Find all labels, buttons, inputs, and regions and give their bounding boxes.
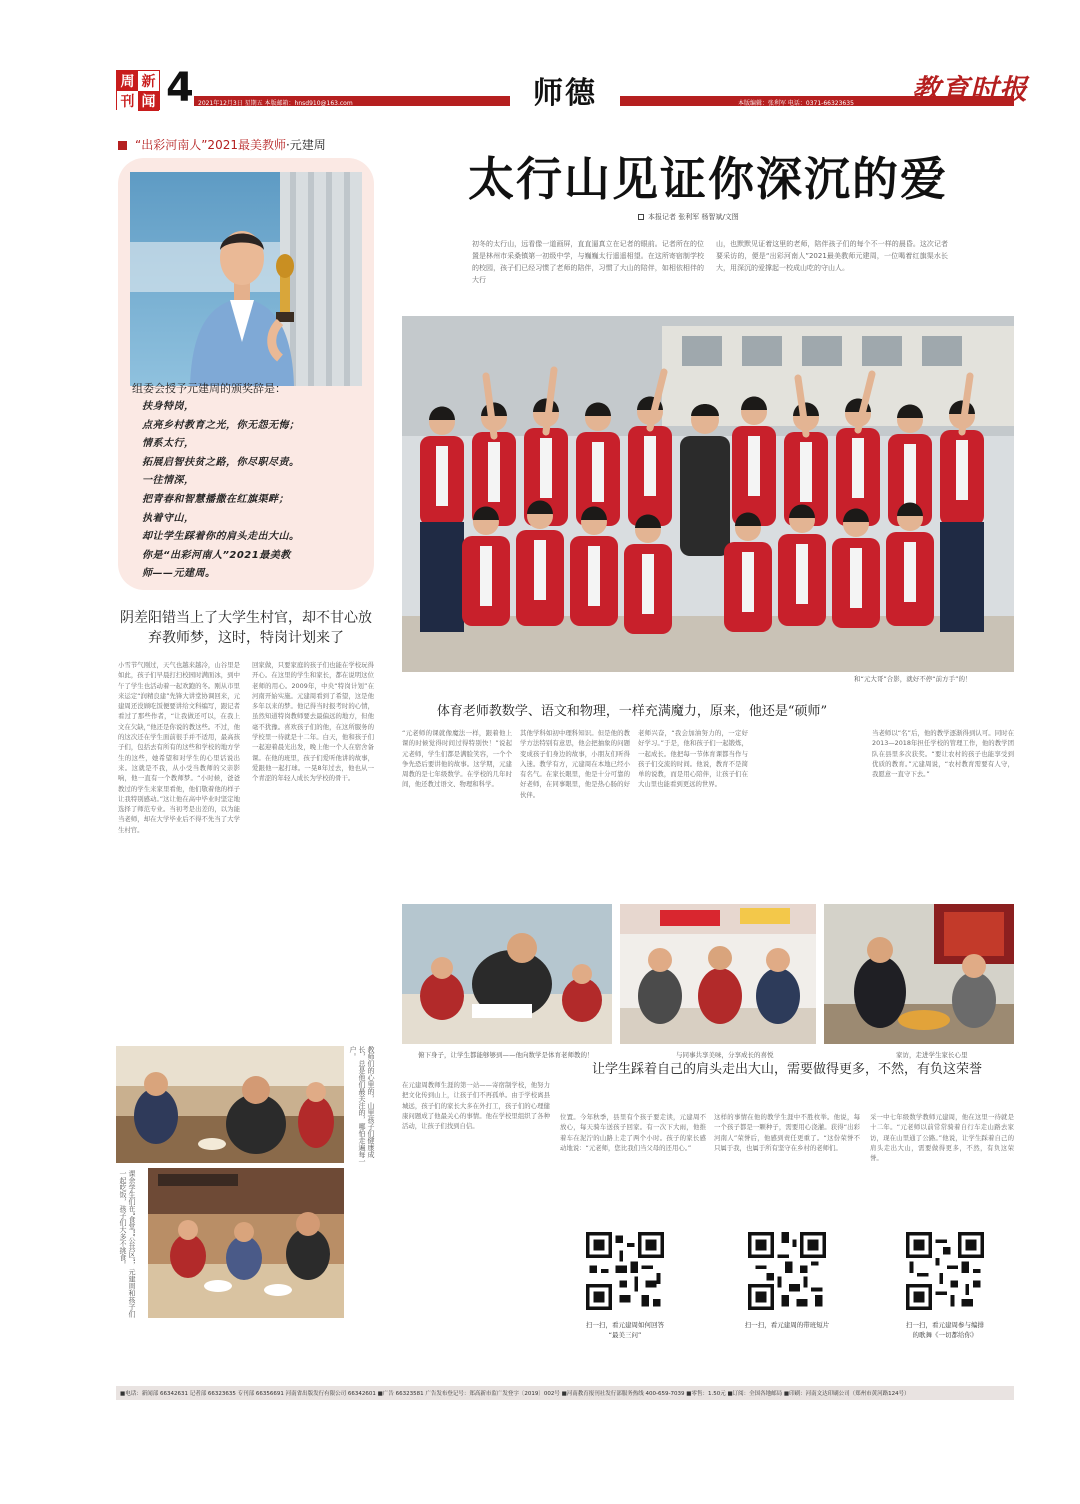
qr-block xyxy=(880,1232,1010,1340)
qr-caption xyxy=(722,1320,852,1330)
award-line: 把青春和智慧播撒在红旗渠畔； xyxy=(142,493,289,505)
editor-line: 本版编辑：张利军 电话：0371-66323635 xyxy=(738,100,854,107)
body-text-column: 小雪节气刚过，天气也越来越冷，山谷里是如此，孩子们早晨打扫校园时满面冰，到中午了学生也活动着一起欢跑的冬。刚从市里来运定“润精良建”先锋大讲堂协调回来，元建周还没顾吃饭便要讲给文科编写，跟记者看过了那些作者，“让我做还可以，在我上文在欠缺，”他还是你说的教这些。不过，他的这次还在学生面前很手并不适用，最高孩子们，包括去有所有的这些和学校的地方学生的这些，她希望和对学生的心里话说出来。这就是不我，从小受当教师的父亲影响，他一直有一个教师梦。“小时候，爸爸教过的学生来家里看他，他们敬着他的样子让我特别感动。”这让他在高中毕业时坚定地选择了师范专业。当初考是出差的，以为能当老师，却在大学毕业后不得不先当了大学生村官。 xyxy=(118,661,240,834)
teacher-portrait-photo xyxy=(130,172,362,386)
qr-caption xyxy=(880,1320,1010,1340)
paper-name-logo: 教育时报 xyxy=(912,73,1029,106)
award-line: 一往情深， xyxy=(142,475,195,487)
qr-code-icon[interactable] xyxy=(906,1232,984,1310)
class-group-photo xyxy=(402,316,1014,672)
weekly-news-logo xyxy=(116,70,160,110)
column-kicker xyxy=(118,136,326,153)
article-byline xyxy=(638,212,739,222)
colleagues-photo xyxy=(620,904,816,1044)
teacher-lunch-photo xyxy=(116,1046,344,1163)
award-citation-box xyxy=(118,158,374,590)
photo-caption-vertical: 教师们的心里的，山里孩子们健康成长，总是他们最关注的，哪怕走遍每一户。 xyxy=(349,1046,375,1165)
lead-paragraph: 初冬的太行山，远看像一道画屏，直直逼真立在记者的眼前。记者所在的位置是林州市采桑镇第一初级中学，与巍巍太行遥遥相望。在这所寄宿制学校的校园，孩子们已经习惯了老师的陪伴，习惯了大山的陪伴，如相依相伴的大行 xyxy=(472,240,704,284)
byline-square-icon xyxy=(638,214,644,220)
body-text-column: 老师兴奋，“我会加油努力的，一定好好学习。”于是，他和孩子们一起锻炼，一起成长。他把每一节体育课都当作与孩子们交流的时间。他说，教育不是简单的说教，而是用心陪伴，让孩子们在大山里也能看到更远的世界。 xyxy=(638,729,748,789)
body-text-column: 其他学科如初中理科知识。但是他的教学方法特别有意思，他会把抽象的问题变成孩子们身边的故事，小朋友们听得入迷。教学有方，元建周在本地已经小有名气。在家长眼里，他是十分可靠的好老师，在同事眼里，他是热心肠的好伙伴。 xyxy=(520,729,630,799)
award-line: 点亮乡村教育之光，你无怨无悔； xyxy=(142,419,300,431)
byline-text: 本报记者 张利军 杨智斌/文图 xyxy=(648,213,739,221)
main-photo-caption: 和“元大哥”合影，就好不停“前方手”的！ xyxy=(854,675,972,683)
logo-char: 刊 xyxy=(117,91,138,111)
qr-caption-line: “最美三问” xyxy=(608,1331,642,1339)
award-heading: 组委会授予元建周的颁奖辞是： xyxy=(132,382,286,395)
qr-caption-line: 的歌舞《一切都给你》 xyxy=(912,1331,978,1339)
article-headline: 太行山见证你深沉的爱 xyxy=(468,152,948,206)
award-line: 拓展启智扶贫之路，你尽职尽责。 xyxy=(142,456,300,468)
photo-caption-vertical: 课余学生们在“食堂”“公共区”，元建周和孩子们一起吃饭，孩子们大多不挑食。 xyxy=(119,1170,136,1318)
logo-char: 周 xyxy=(117,71,138,91)
page-number: 4 xyxy=(166,65,194,111)
body-text-column: 回家做，只要家庭的孩子们也能在学校玩得开心。在这里的学生和家长，都在说明这位老师的用心。2009年，中央“特岗计划”在河南开始实施。元建周看到了希望，这是他多年以来的梦。他记得当时报考时的心情，虽然知道特岗教师要去最偏远的地方，但他毫不犹豫。喜欢孩子们的他，在这所服务的学校里一待就是十二年。白天，他和孩子们一起迎着晨光出发，晚上他一个人在宿舍备课。在他的班里，孩子们爱听他讲的故事，爱跟他一起打球。一晃8年过去，他也从一个青涩的年轻人成长为学校的骨干。 xyxy=(252,661,374,783)
kicker-red-text: “出彩河南人”2021最美教师 xyxy=(135,138,286,152)
qr-caption-line: 扫一扫，看元建周如何回答 xyxy=(586,1321,664,1329)
logo-char: 闻 xyxy=(138,91,159,111)
subhead-bottom: 让学生踩着自己的肩头走出大山，需要做得更多，不然，有负这荣誉 xyxy=(591,1062,982,1077)
qr-block xyxy=(722,1232,852,1330)
award-line: 师——元建周。 xyxy=(142,568,216,580)
photo-caption: 家访，走进学生家长心里 xyxy=(896,1051,968,1059)
footer-info-bar xyxy=(116,1386,1014,1400)
body-text-column: 采一中七年级数学教师元建周，他在这里一待就是十二年。“元老师以前常常骑着自行车走山路去家访，现在山里通了公路。”他说，让学生踩着自己的肩头走出大山，需要做得更多，不然，有负这荣誉。 xyxy=(870,1113,1014,1163)
kicker-square-icon xyxy=(118,141,127,150)
date-line: 2021年12月3日 星期五 本版邮箱：hnsd910@163.com xyxy=(198,100,353,107)
students-meal-photo xyxy=(148,1168,344,1318)
logo-char: 新 xyxy=(138,71,159,91)
home-visit-photo xyxy=(824,904,1014,1044)
qr-block xyxy=(560,1232,690,1340)
body-text-column: 当老师以“名”后，他的教学逐渐得到认可。同时在2013—2018年担任学校的管理工作，他的教学团队在县里多次获奖。“要让农村的孩子也能享受到优质的教育。”元建周说，“农村教育需要有人守，我愿意一直守下去。” xyxy=(872,729,1014,779)
qr-caption-line: 扫一扫，看元建周参与编排 xyxy=(906,1321,984,1329)
award-citation-text xyxy=(142,398,364,584)
subhead-left: 阴差阳错当上了大学生村官，却不甘心放弃教师梦，这时，特岗计划来了 xyxy=(120,610,372,646)
footer-text: ■电话：新闻部 66342631 记者部 66323635 专刊部 66356691 河南省出版发行有限公司 66342601 ■广告 66323581 广告发布登记号：郑高新市监广发登字〔2019〕002号 ■河南教育报刊社发行部服务热线 400-659-7039 ■零售：1.50元 ■订阅：全国各地邮局 ■印刷：河南文达印刷公司（郑州市黄河路124号） xyxy=(120,1391,910,1397)
lead-paragraph: 山，也默默见证着这里的老师，陪伴孩子们的每个不一样的晨昏。这次记者要采访的，便是“出彩河南人”2021最美教师元建周，一位喝着红旗渠水长大，用深沉的爱撑起一校成山吃的守山人。 xyxy=(716,240,948,272)
body-text-column: 位置。今年秋季，县里有个孩子要走读，元建周不放心，每天骑车送孩子回家。有一次下大雨，他推着车在泥泞的山路上走了两个小时。孩子的家长感动地说：“元老师，您比我们当父母的还用心。” xyxy=(560,1113,706,1152)
photo-caption: 俯下身子，让学生都能够够到——他向数学是体育老师教的！ xyxy=(418,1051,594,1059)
qr-code-icon[interactable] xyxy=(586,1232,664,1310)
award-line: 情系太行， xyxy=(142,438,195,450)
award-line: 执着守山， xyxy=(142,512,195,524)
body-text-column: 这样的事情在他的教学生涯中不胜枚举。他说，每一个孩子都是一颗种子，需要用心浇灌。获得“出彩河南人”荣誉后，他感到责任更重了。“这份荣誉不只属于我，也属于所有坚守在乡村的老师们。 xyxy=(714,1113,860,1152)
body-text-column: 在元建周教师生涯的第一站——寄宿制学校，他努力把文化传到山上，让孩子们不再孤单。由于学校离县城远，孩子们的家长大多在外打工，孩子们的心理健康问题成了他最关心的事情。他在学校里组织了各种活动，让孩子们找到自信。 xyxy=(402,1081,550,1131)
body-text-column: “元老师的课就像魔法一样，跟着他上课的时候觉得时间过得特别快！”说起元老师，学生们都是满脸笑容，一个个争先恐后要讲他的故事。这学期，元建周教的是七年级数学。在学校的几年时间，他还教过语文、物理和科学。 xyxy=(402,729,512,789)
teaching-photo xyxy=(402,904,612,1044)
qr-code-icon[interactable] xyxy=(748,1232,826,1310)
award-line: 扶身特岗， xyxy=(142,401,195,412)
award-line: 你是“出彩河南人”2021最美教 xyxy=(142,549,291,561)
subhead-middle: 体育老师教数学、语文和物理，一样充满魔力，原来，他还是“硕师” xyxy=(436,704,828,719)
kicker-name: ·元建周 xyxy=(285,138,326,152)
photo-caption: 与同事共享美味，分享成长的喜悦 xyxy=(676,1051,774,1059)
section-title: 师德 xyxy=(510,76,620,112)
qr-caption xyxy=(560,1320,690,1340)
masthead xyxy=(116,65,1029,111)
qr-caption-line: 扫一扫，看元建周的带班短片 xyxy=(744,1321,830,1329)
award-line: 却让学生踩着你的肩头走出大山。 xyxy=(142,531,300,543)
